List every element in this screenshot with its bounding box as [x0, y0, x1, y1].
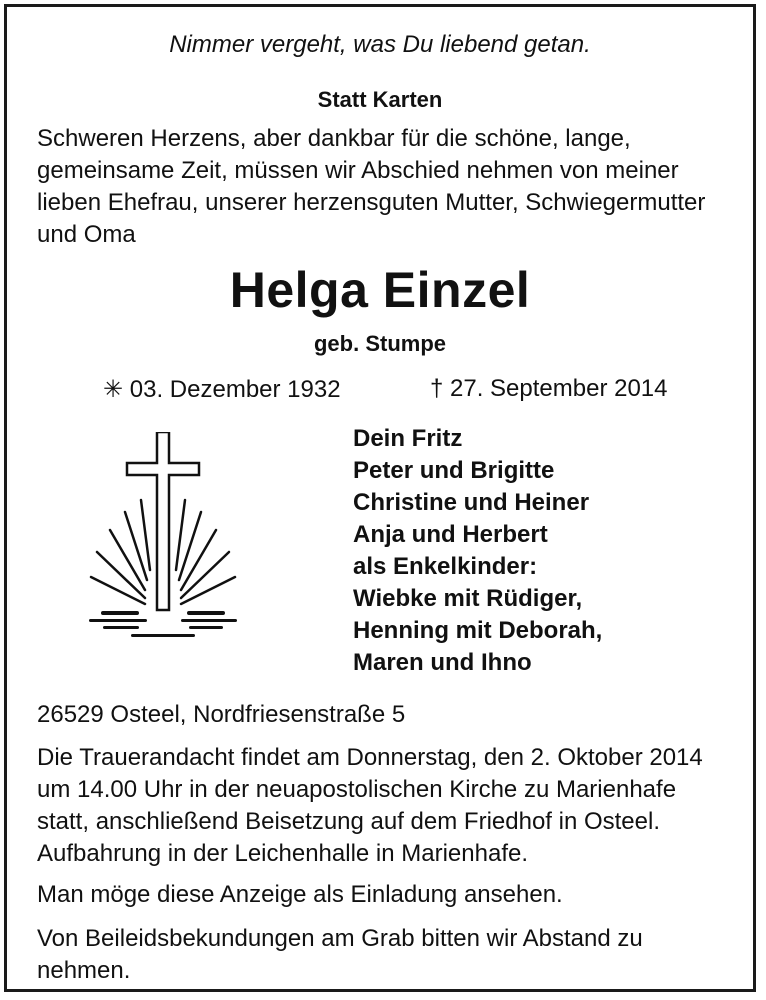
- service-details: [37, 742, 703, 870]
- deceased-name: Helga Einzel: [229, 262, 531, 318]
- intro-line: gemeinsame Zeit, müssen wir Abschied nehmen von meiner: [37, 157, 679, 184]
- intro-line: lieben Ehefrau, unserer herzensguten Mutter, Schwiegermutter: [37, 189, 706, 216]
- mourner-line: Christine und Heiner: [353, 489, 590, 516]
- intro-line: Schweren Herzens, aber dankbar für die schöne, lange,: [37, 125, 631, 152]
- mourner-line: Peter und Brigitte: [353, 457, 555, 484]
- cross-sunrise-icon: [87, 432, 239, 642]
- address: 26529 Osteel, Nordfriesenstraße 5: [37, 701, 406, 728]
- motto: Nimmer vergeht, was Du liebend getan.: [169, 31, 591, 58]
- birth-date: ✳ 03. Dezember 1932: [103, 376, 341, 403]
- condolence-line: nehmen.: [37, 957, 131, 984]
- service-line: Die Trauerandacht findet am Donnerstag, den 2. Oktober 2014: [37, 744, 703, 771]
- condolence-line: Von Beileidsbekundungen am Grab bitten wir Abstand zu: [37, 925, 643, 952]
- obituary-notice: [4, 4, 756, 992]
- intro-text: [37, 123, 729, 251]
- heading: Statt Karten: [317, 87, 443, 112]
- service-line: Aufbahrung in der Leichenhalle in Marienhafe.: [37, 840, 529, 867]
- mourner-line: Henning mit Deborah,: [353, 617, 603, 644]
- maiden-name: geb. Stumpe: [313, 331, 446, 356]
- service-line: um 14.00 Uhr in der neuapostolischen Kirche zu Marienhafe: [37, 776, 677, 803]
- mourner-line: Anja und Herbert: [353, 521, 548, 548]
- mourner-line: Wiebke mit Rüdiger,: [353, 585, 583, 612]
- intro-line: und Oma: [37, 221, 136, 248]
- mourner-line: Dein Fritz: [353, 425, 463, 452]
- mourners-list: [353, 423, 602, 679]
- condolence-note: [37, 923, 643, 987]
- service-line: statt, anschließend Beisetzung auf dem Friedhof in Osteel.: [37, 808, 661, 835]
- mourner-line: als Enkelkinder:: [353, 553, 538, 580]
- death-date: † 27. September 2014: [430, 375, 668, 402]
- invitation-note: Man möge diese Anzeige als Einladung ansehen.: [37, 881, 563, 908]
- mourner-line: Maren und Ihno: [353, 649, 532, 676]
